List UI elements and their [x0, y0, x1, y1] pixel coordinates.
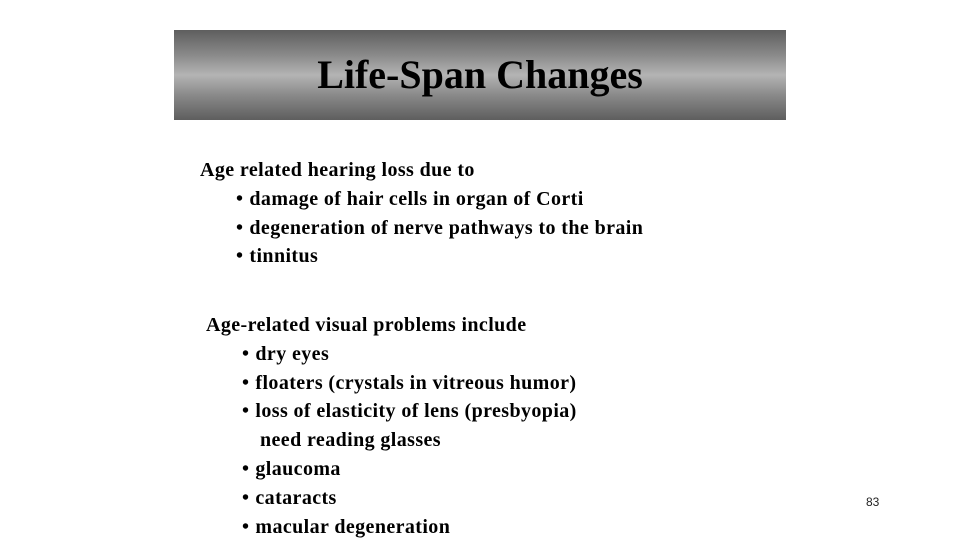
list-item	[206, 340, 577, 369]
visual-problems-section	[206, 311, 577, 541]
list-item	[200, 242, 643, 271]
list-item-text: tinnitus	[249, 245, 319, 268]
list-item	[200, 185, 643, 214]
bullet-icon: •	[242, 457, 250, 480]
list-item-text: loss of elasticity of lens (presbyopia)	[255, 400, 577, 423]
list-item-text: dry eyes	[255, 342, 330, 365]
bullet-icon: •	[242, 515, 250, 538]
list-item	[206, 455, 577, 484]
vision-heading: Age-related visual problems include	[206, 314, 527, 336]
bullet-icon: •	[236, 187, 244, 210]
list-item	[206, 484, 577, 513]
bullet-icon: •	[242, 371, 250, 394]
list-item	[206, 397, 577, 426]
list-item-text: damage of hair cells in organ of Corti	[249, 187, 584, 210]
page-number: 83	[866, 495, 880, 509]
title-bar	[174, 30, 786, 120]
list-item	[200, 214, 643, 243]
list-item-text: floaters (crystals in vitreous humor)	[255, 371, 577, 394]
list-item-text: degeneration of nerve pathways to the brain	[249, 216, 644, 239]
bullet-icon: •	[242, 486, 250, 509]
list-item-text: cataracts	[255, 486, 337, 509]
list-item	[206, 369, 577, 398]
list-item-text: glaucoma	[255, 457, 341, 480]
slide-title: Life-Span Changes	[317, 52, 643, 97]
bullet-icon: •	[236, 245, 244, 268]
hearing-heading: Age related hearing loss due to	[200, 159, 475, 181]
bullet-icon: •	[236, 216, 244, 239]
hearing-loss-section	[200, 156, 643, 271]
bullet-icon: •	[242, 400, 250, 423]
list-item-text: macular degeneration	[255, 515, 451, 538]
list-item	[206, 513, 577, 541]
list-item-continuation: need reading glasses	[260, 429, 441, 452]
bullet-icon: •	[242, 342, 250, 365]
